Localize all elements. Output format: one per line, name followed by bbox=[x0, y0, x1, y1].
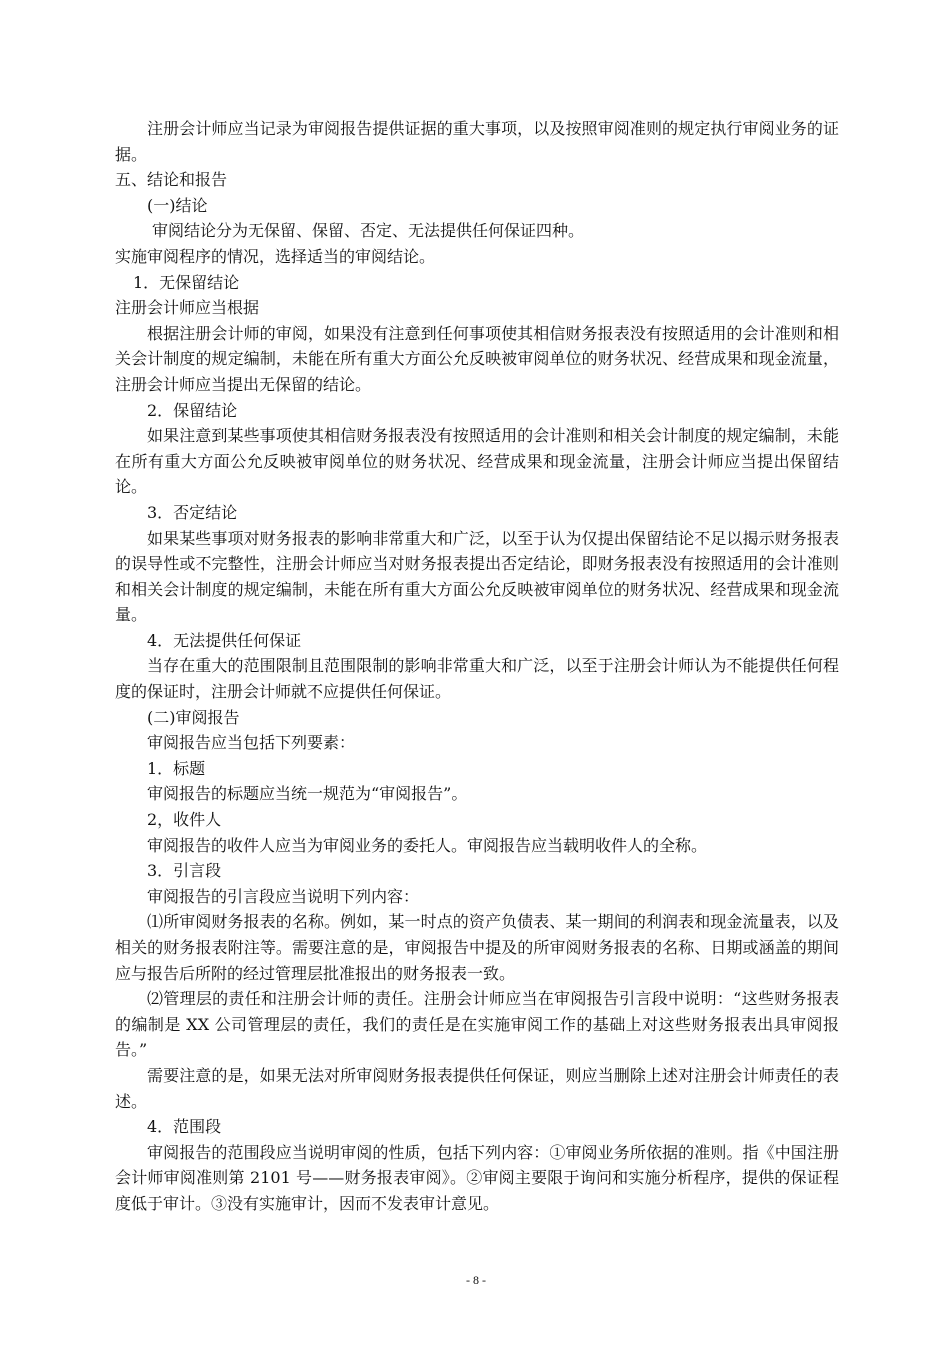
paragraph: 审阅报告的收件人应当为审阅业务的委托人。审阅报告应当载明收件人的全称。 bbox=[147, 835, 708, 855]
paragraph: ⑵管理层的责任和注册会计师的责任。注册会计师应当在审阅报告引言段中说明：“这些财务报表的编制是 XX 公司管理层的责任，我们的责任是在实施审阅工作的基础上对这些财务报表出具审阅报告。” bbox=[115, 989, 839, 1060]
page-number: - 8 - bbox=[466, 1273, 486, 1287]
paragraph: 如果某些事项对财务报表的影响非常重大和广泛，以至于认为仅提出保留结论不足以揭示财务报表的误导性或不完整性，注册会计师应当对财务报表提出否定结论，即财务报表没有按照适用的会计准则和相关会计制度的规定编制，未能在所有重大方面公允反映被审阅单位的财务状况、经营成果和现金流量。 bbox=[115, 528, 839, 625]
subsection-heading: (一)结论 bbox=[147, 195, 208, 215]
paragraph: 审阅结论分为无保留、保留、否定、无法提供任何保证四种。 bbox=[152, 221, 585, 241]
item-heading: 1．无保留结论 bbox=[133, 272, 240, 292]
subsection-heading: (二)审阅报告 bbox=[147, 707, 240, 727]
paragraph: 审阅报告的范围段应当说明审阅的性质，包括下列内容：①审阅业务所依据的准则。指《中国注册会计师审阅准则第 2101 号——财务报表审阅》。②审阅主要限于询问和实施分析程序，提供的保证程度低于审计。③没有实施审计，因而不发表审计意见。 bbox=[115, 1142, 839, 1213]
item-heading: 4．无法提供任何保证 bbox=[147, 630, 302, 650]
paragraph: 审阅报告应当包括下列要素： bbox=[147, 733, 356, 753]
item-heading: 2．保留结论 bbox=[147, 400, 238, 420]
item-heading: 1．标题 bbox=[147, 758, 206, 778]
body-text bbox=[115, 116, 839, 1217]
paragraph: ⑴所审阅财务报表的名称。例如，某一时点的资产负债表、某一期间的利润表和现金流量表，以及相关的财务报表附注等。需要注意的是，审阅报告中提及的所审阅财务报表的名称、日期或涵盖的期间应与报告后所附的经过管理层批准报出的财务报表一致。 bbox=[115, 912, 839, 983]
paragraph: 注册会计师应当根据 bbox=[115, 298, 260, 318]
paragraph: 注册会计师应当记录为审阅报告提供证据的重大事项，以及按照审阅准则的规定执行审阅业务的证据。 bbox=[115, 119, 839, 164]
paragraph: 实施审阅程序的情况，选择适当的审阅结论。 bbox=[115, 246, 436, 266]
item-heading: 3．否定结论 bbox=[147, 502, 238, 522]
item-heading: 2，收件人 bbox=[147, 810, 222, 830]
item-heading: 4．范围段 bbox=[147, 1117, 222, 1137]
paragraph: 审阅报告的标题应当统一规范为“审阅报告”。 bbox=[147, 784, 468, 804]
paragraph: 根据注册会计师的审阅，如果没有注意到任何事项使其相信财务报表没有按照适用的会计准则和相关会计制度的规定编制，未能在所有重大方面公允反映被审阅单位的财务状况、经营成果和现金流量，注册会计师应当提出无保留的结论。 bbox=[115, 323, 839, 394]
section-heading: 五、结论和报告 bbox=[115, 170, 228, 190]
paragraph: 审阅报告的引言段应当说明下列内容： bbox=[147, 886, 420, 906]
item-heading: 3．引言段 bbox=[147, 861, 222, 881]
paragraph: 如果注意到某些事项使其相信财务报表没有按照适用的会计准则和相关会计制度的规定编制，未能在所有重大方面公允反映被审阅单位的财务状况、经营成果和现金流量，注册会计师应当提出保留结论。 bbox=[115, 426, 839, 497]
paragraph: 需要注意的是，如果无法对所审阅财务报表提供任何保证，则应当删除上述对注册会计师责任的表述。 bbox=[115, 1065, 839, 1111]
paragraph: 当存在重大的范围限制且范围限制的影响非常重大和广泛，以至于注册会计师认为不能提供任何程度的保证时，注册会计师就不应提供任何保证。 bbox=[115, 656, 839, 702]
